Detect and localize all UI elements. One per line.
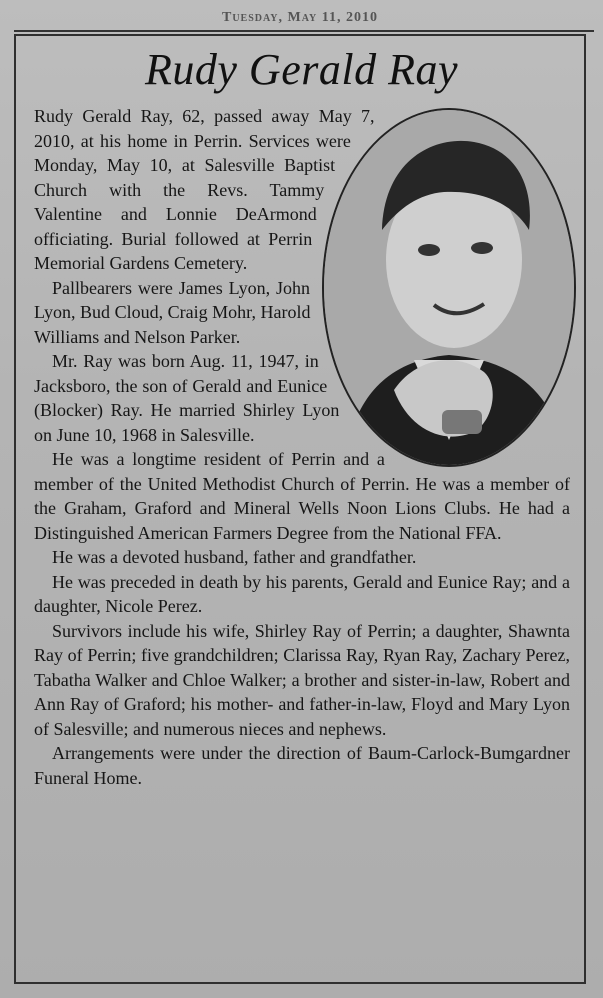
paragraph-1: Rudy Gerald Ray, 62, passed away May 7, 2010, at his home in Perrin. Services were Monday, May 10, at Salesville Baptist Church with the Revs. Tammy Valentine and Lonnie DeArmond officiating. Burial followed at Perrin Memorial Gardens Cemetery. xyxy=(34,106,375,273)
paragraph-8: Arrangements were under the direction of Baum-Carlock-Bumgardner Funeral Home. xyxy=(34,743,570,788)
paragraph-3: Mr. Ray was born Aug. 11, 1947, in Jacksboro, the son of Gerald and Eunice (Blocker) Ray. He married Shirley Lyon on June 10, 1968 in Salesville. xyxy=(34,351,340,445)
issue-date: Tuesday, May 11, 2010 xyxy=(221,10,378,25)
obituary-title: Rudy Gerald Ray xyxy=(145,45,458,94)
paragraph-6: He was preceded in death by his parents, Gerald and Eunice Ray; and a daughter, Nicole Perez. xyxy=(34,571,570,616)
photo-text-wrap xyxy=(320,106,582,464)
paragraph-5: He was a devoted husband, father and grandfather. xyxy=(52,547,417,567)
obituary-body xyxy=(34,104,570,790)
paragraph-7: Survivors include his wife, Shirley Ray of Perrin; a daughter, Shawnta Ray of Perrin; five grandchildren; Clarissa Ray, Ryan Ray, Zachary Perez, Tabatha Walker and Chloe Walker; a brother and sister-in-law, Robert and Ann Ray of Graford; his mother- and father-in-law, Floyd and Mary Lyon of Salesville; and numerous nieces and nephews. xyxy=(34,620,570,739)
paragraph-2: Pallbearers were James Lyon, John Lyon, Bud Cloud, Craig Mohr, Harold Williams and Nelson Parker. xyxy=(34,277,311,347)
header-rule xyxy=(14,30,594,32)
paragraph-4: He was a longtime resident of Perrin and a member of the United Methodist Church of Perrin. He was a member of the Graham, Graford and Mineral Wells Noon Lions Clubs. He had a Distinguished American Farmers Degree from the National FFA. xyxy=(34,449,570,543)
